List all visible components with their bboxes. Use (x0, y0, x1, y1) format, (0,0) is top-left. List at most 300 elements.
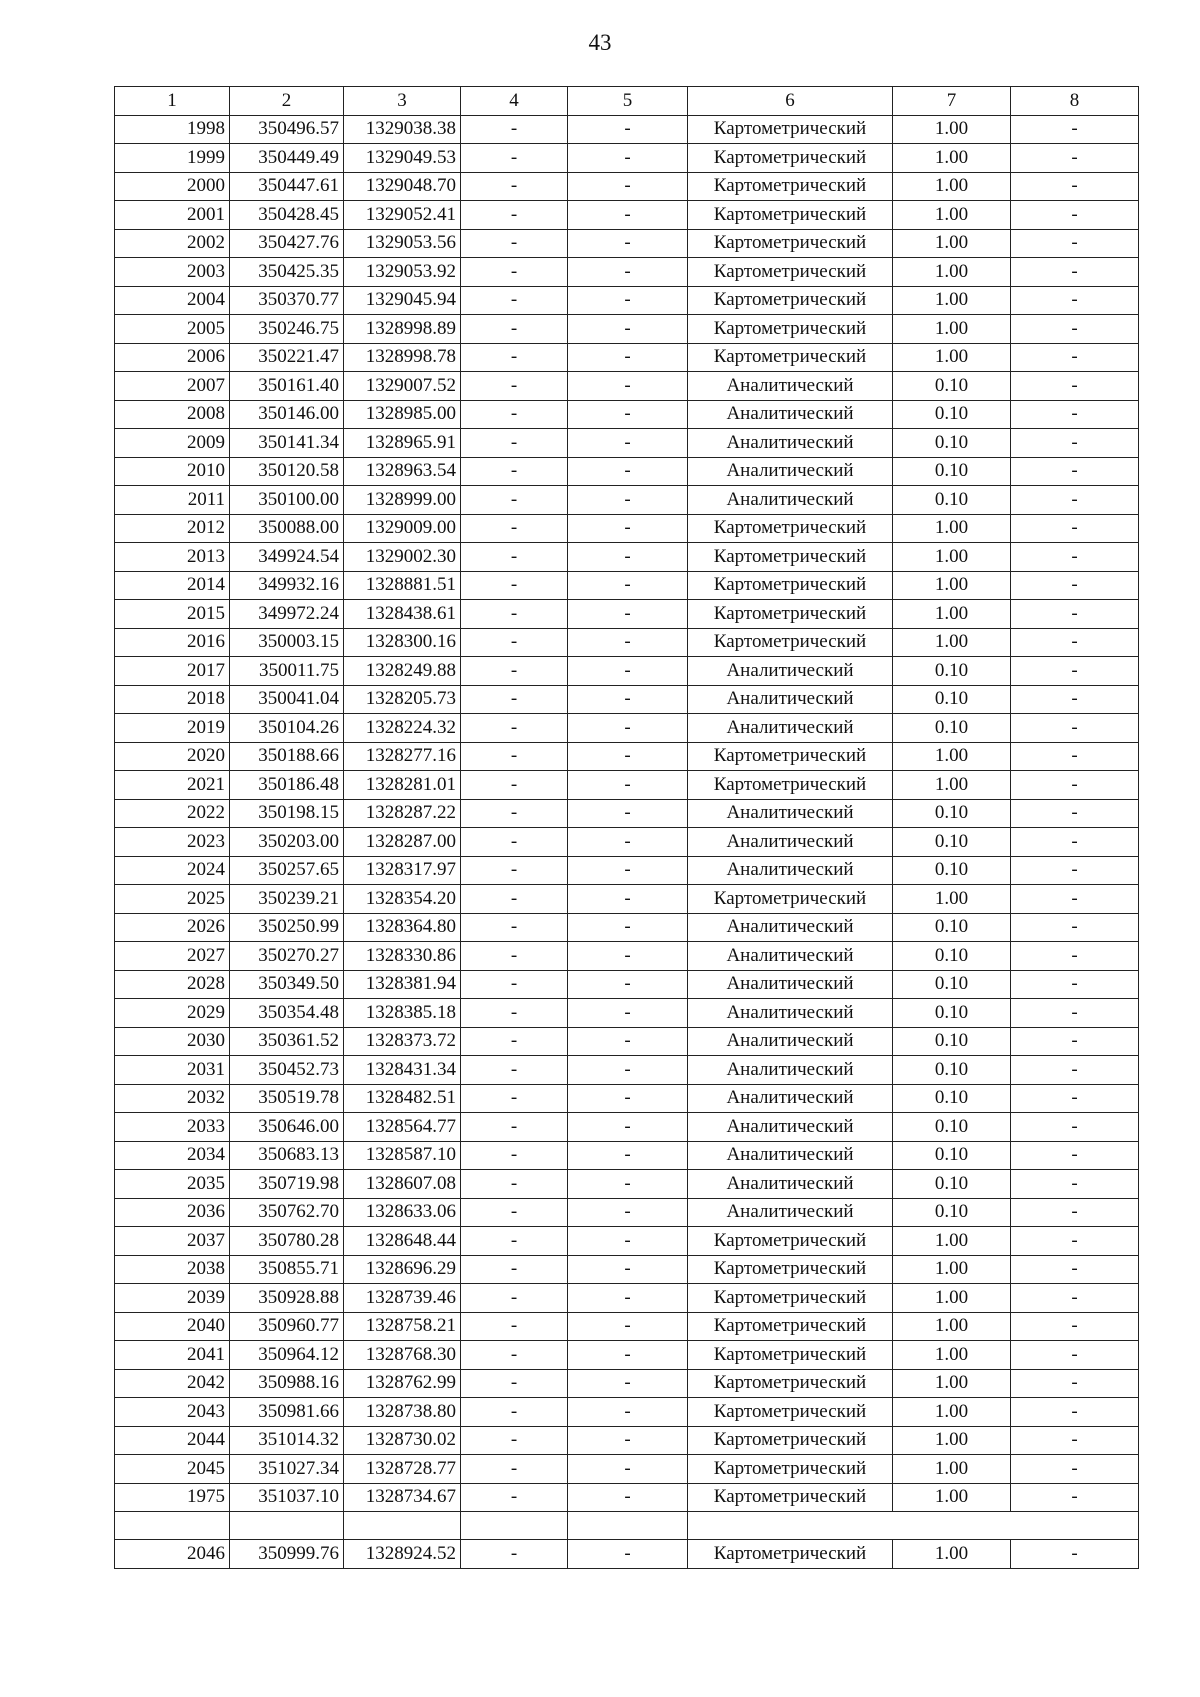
cell-col5: - (568, 144, 688, 173)
cell-x: 350270.27 (230, 942, 344, 971)
cell-method: Аналитический (688, 486, 893, 515)
cell-x: 349972.24 (230, 600, 344, 629)
cell-col5: - (568, 685, 688, 714)
cell-x: 350988.16 (230, 1369, 344, 1398)
cell-y: 1328728.77 (344, 1455, 461, 1484)
cell-col8: - (1011, 343, 1139, 372)
cell-x: 350960.77 (230, 1312, 344, 1341)
cell-col5: - (568, 486, 688, 515)
cell-x: 350361.52 (230, 1027, 344, 1056)
cell-point-number: 2011 (115, 486, 230, 515)
cell-col5: - (568, 970, 688, 999)
table-row (115, 543, 1139, 572)
cell-col5: - (568, 657, 688, 686)
table-row (115, 856, 1139, 885)
cell-y: 1329053.92 (344, 258, 461, 287)
cell-y: 1328738.80 (344, 1398, 461, 1427)
cell-method: Картометрический (688, 115, 893, 144)
cell-col8: - (1011, 1056, 1139, 1085)
cell-col4: - (461, 1141, 568, 1170)
cell-y: 1328249.88 (344, 657, 461, 686)
cell-accuracy: 1.00 (893, 543, 1011, 572)
cell-col8: - (1011, 172, 1139, 201)
cell-accuracy: 0.10 (893, 400, 1011, 429)
blank-cell (688, 1512, 1139, 1540)
cell-method: Аналитический (688, 372, 893, 401)
cell-col8: - (1011, 685, 1139, 714)
cell-point-number: 2014 (115, 571, 230, 600)
cell-col4: - (461, 970, 568, 999)
table-row (115, 1312, 1139, 1341)
cell-col4: - (461, 1398, 568, 1427)
cell-y: 1328985.00 (344, 400, 461, 429)
cell-x: 350186.48 (230, 771, 344, 800)
cell-col4: - (461, 457, 568, 486)
cell-col8: - (1011, 1227, 1139, 1256)
cell-col5: - (568, 1084, 688, 1113)
cell-x: 350088.00 (230, 514, 344, 543)
cell-col8: - (1011, 799, 1139, 828)
cell-col4: - (461, 1227, 568, 1256)
cell-method: Аналитический (688, 913, 893, 942)
cell-y: 1328224.32 (344, 714, 461, 743)
cell-point-number: 2044 (115, 1426, 230, 1455)
cell-x: 350203.00 (230, 828, 344, 857)
cell-col4: - (461, 372, 568, 401)
cell-point-number: 2042 (115, 1369, 230, 1398)
cell-accuracy: 1.00 (893, 885, 1011, 914)
cell-accuracy: 0.10 (893, 685, 1011, 714)
cell-method: Аналитический (688, 714, 893, 743)
cell-col8: - (1011, 229, 1139, 258)
cell-col4: - (461, 1540, 568, 1569)
cell-col5: - (568, 1540, 688, 1569)
cell-y: 1328758.21 (344, 1312, 461, 1341)
cell-accuracy: 1.00 (893, 144, 1011, 173)
cell-point-number: 2027 (115, 942, 230, 971)
cell-col8: - (1011, 970, 1139, 999)
cell-x: 350104.26 (230, 714, 344, 743)
cell-accuracy: 1.00 (893, 1255, 1011, 1284)
cell-accuracy: 0.10 (893, 799, 1011, 828)
cell-y: 1328431.34 (344, 1056, 461, 1085)
cell-y: 1328607.08 (344, 1170, 461, 1199)
table-row (115, 1170, 1139, 1199)
cell-x: 350425.35 (230, 258, 344, 287)
cell-point-number: 2025 (115, 885, 230, 914)
cell-y: 1329052.41 (344, 201, 461, 230)
cell-y: 1328438.61 (344, 600, 461, 629)
cell-col4: - (461, 514, 568, 543)
table-row (115, 628, 1139, 657)
cell-col8: - (1011, 999, 1139, 1028)
cell-accuracy: 1.00 (893, 258, 1011, 287)
cell-col4: - (461, 229, 568, 258)
cell-col4: - (461, 429, 568, 458)
column-header: 8 (1011, 87, 1139, 116)
cell-point-number: 2029 (115, 999, 230, 1028)
cell-accuracy: 1.00 (893, 1312, 1011, 1341)
cell-col8: - (1011, 1255, 1139, 1284)
cell-accuracy: 0.10 (893, 1027, 1011, 1056)
cell-col8: - (1011, 1284, 1139, 1313)
cell-x: 350780.28 (230, 1227, 344, 1256)
table-row (115, 799, 1139, 828)
cell-col5: - (568, 628, 688, 657)
cell-point-number: 1975 (115, 1483, 230, 1512)
cell-method: Картометрический (688, 286, 893, 315)
cell-accuracy: 1.00 (893, 1426, 1011, 1455)
cell-point-number: 2033 (115, 1113, 230, 1142)
cell-x: 350239.21 (230, 885, 344, 914)
cell-point-number: 2002 (115, 229, 230, 258)
table-row (115, 828, 1139, 857)
cell-method: Картометрический (688, 543, 893, 572)
cell-col5: - (568, 742, 688, 771)
cell-col8: - (1011, 286, 1139, 315)
table-row (115, 286, 1139, 315)
cell-col8: - (1011, 1483, 1139, 1512)
table-row (115, 771, 1139, 800)
cell-accuracy: 1.00 (893, 172, 1011, 201)
cell-point-number: 1999 (115, 144, 230, 173)
cell-point-number: 2017 (115, 657, 230, 686)
cell-accuracy: 0.10 (893, 714, 1011, 743)
table-row (115, 1084, 1139, 1113)
cell-y: 1328965.91 (344, 429, 461, 458)
cell-x: 350146.00 (230, 400, 344, 429)
cell-point-number: 2018 (115, 685, 230, 714)
cell-method: Аналитический (688, 942, 893, 971)
cell-x: 350928.88 (230, 1284, 344, 1313)
cell-method: Картометрический (688, 201, 893, 230)
cell-col5: - (568, 1398, 688, 1427)
cell-col5: - (568, 286, 688, 315)
cell-col4: - (461, 1341, 568, 1370)
cell-x: 351037.10 (230, 1483, 344, 1512)
table-row (115, 486, 1139, 515)
column-header: 5 (568, 87, 688, 116)
cell-y: 1328768.30 (344, 1341, 461, 1370)
cell-method: Картометрический (688, 1540, 893, 1569)
cell-point-number: 2013 (115, 543, 230, 572)
cell-x: 350011.75 (230, 657, 344, 686)
cell-y: 1328696.29 (344, 1255, 461, 1284)
cell-col4: - (461, 913, 568, 942)
cell-method: Картометрический (688, 885, 893, 914)
cell-accuracy: 1.00 (893, 1341, 1011, 1370)
cell-col5: - (568, 913, 688, 942)
cell-col8: - (1011, 1084, 1139, 1113)
cell-y: 1329038.38 (344, 115, 461, 144)
cell-accuracy: 1.00 (893, 742, 1011, 771)
cell-col5: - (568, 828, 688, 857)
cell-col8: - (1011, 1170, 1139, 1199)
cell-y: 1328587.10 (344, 1141, 461, 1170)
cell-accuracy: 1.00 (893, 514, 1011, 543)
cell-method: Аналитический (688, 457, 893, 486)
table-row (115, 1455, 1139, 1484)
cell-point-number: 2030 (115, 1027, 230, 1056)
cell-col4: - (461, 685, 568, 714)
cell-x: 350257.65 (230, 856, 344, 885)
cell-col4: - (461, 1027, 568, 1056)
table-row (115, 1426, 1139, 1455)
cell-point-number: 2019 (115, 714, 230, 743)
blank-row (115, 1512, 1139, 1540)
cell-col4: - (461, 1113, 568, 1142)
cell-col4: - (461, 1369, 568, 1398)
cell-point-number: 2028 (115, 970, 230, 999)
cell-col5: - (568, 999, 688, 1028)
cell-accuracy: 0.10 (893, 1170, 1011, 1199)
cell-method: Аналитический (688, 400, 893, 429)
cell-point-number: 2034 (115, 1141, 230, 1170)
cell-method: Картометрический (688, 172, 893, 201)
cell-point-number: 2009 (115, 429, 230, 458)
cell-method: Аналитический (688, 1141, 893, 1170)
cell-col5: - (568, 1198, 688, 1227)
blank-cell (115, 1512, 230, 1540)
cell-x: 350683.13 (230, 1141, 344, 1170)
cell-col4: - (461, 799, 568, 828)
cell-col4: - (461, 828, 568, 857)
cell-y: 1329002.30 (344, 543, 461, 572)
cell-col4: - (461, 315, 568, 344)
cell-col4: - (461, 1284, 568, 1313)
cell-y: 1329007.52 (344, 372, 461, 401)
column-header: 3 (344, 87, 461, 116)
cell-col5: - (568, 400, 688, 429)
cell-col5: - (568, 714, 688, 743)
cell-y: 1328730.02 (344, 1426, 461, 1455)
cell-x: 350100.00 (230, 486, 344, 515)
cell-point-number: 2001 (115, 201, 230, 230)
cell-accuracy: 0.10 (893, 486, 1011, 515)
cell-y: 1328999.00 (344, 486, 461, 515)
cell-y: 1328881.51 (344, 571, 461, 600)
table-row (115, 742, 1139, 771)
table-row (115, 1141, 1139, 1170)
cell-col8: - (1011, 115, 1139, 144)
cell-x: 351014.32 (230, 1426, 344, 1455)
column-header: 1 (115, 87, 230, 116)
cell-y: 1328205.73 (344, 685, 461, 714)
cell-accuracy: 0.10 (893, 657, 1011, 686)
cell-method: Картометрический (688, 229, 893, 258)
cell-accuracy: 1.00 (893, 315, 1011, 344)
table-row (115, 315, 1139, 344)
page-number: 43 (588, 30, 612, 55)
cell-x: 350452.73 (230, 1056, 344, 1085)
cell-accuracy: 0.10 (893, 1113, 1011, 1142)
cell-y: 1329048.70 (344, 172, 461, 201)
table-row (115, 1255, 1139, 1284)
cell-x: 350221.47 (230, 343, 344, 372)
cell-accuracy: 0.10 (893, 1056, 1011, 1085)
cell-col8: - (1011, 942, 1139, 971)
cell-col5: - (568, 1455, 688, 1484)
cell-col8: - (1011, 429, 1139, 458)
cell-point-number: 2020 (115, 742, 230, 771)
cell-y: 1328354.20 (344, 885, 461, 914)
cell-point-number: 2035 (115, 1170, 230, 1199)
cell-y: 1328287.00 (344, 828, 461, 857)
cell-x: 349932.16 (230, 571, 344, 600)
cell-col5: - (568, 1369, 688, 1398)
cell-col8: - (1011, 514, 1139, 543)
cell-point-number: 2040 (115, 1312, 230, 1341)
cell-col5: - (568, 1426, 688, 1455)
cell-col8: - (1011, 657, 1139, 686)
cell-col8: - (1011, 828, 1139, 857)
cell-col4: - (461, 1455, 568, 1484)
cell-method: Картометрический (688, 1312, 893, 1341)
cell-method: Картометрический (688, 1227, 893, 1256)
cell-col8: - (1011, 571, 1139, 600)
cell-point-number: 2039 (115, 1284, 230, 1313)
cell-col5: - (568, 343, 688, 372)
cell-col4: - (461, 1483, 568, 1512)
cell-x: 350354.48 (230, 999, 344, 1028)
cell-point-number: 2021 (115, 771, 230, 800)
cell-method: Аналитический (688, 970, 893, 999)
cell-y: 1328998.78 (344, 343, 461, 372)
cell-col5: - (568, 799, 688, 828)
cell-accuracy: 0.10 (893, 999, 1011, 1028)
cell-col8: - (1011, 457, 1139, 486)
column-header: 2 (230, 87, 344, 116)
cell-col5: - (568, 201, 688, 230)
cell-col8: - (1011, 486, 1139, 515)
cell-point-number: 2031 (115, 1056, 230, 1085)
cell-col5: - (568, 1141, 688, 1170)
cell-col4: - (461, 942, 568, 971)
cell-point-number: 2004 (115, 286, 230, 315)
cell-col8: - (1011, 1369, 1139, 1398)
cell-accuracy: 1.00 (893, 1540, 1011, 1569)
cell-y: 1329009.00 (344, 514, 461, 543)
cell-method: Аналитический (688, 999, 893, 1028)
cell-method: Картометрический (688, 1483, 893, 1512)
cell-col5: - (568, 1312, 688, 1341)
cell-col5: - (568, 1255, 688, 1284)
cell-x: 350855.71 (230, 1255, 344, 1284)
cell-col5: - (568, 229, 688, 258)
table-row (115, 942, 1139, 971)
table-row (115, 999, 1139, 1028)
cell-col4: - (461, 286, 568, 315)
table-row (115, 429, 1139, 458)
cell-accuracy: 0.10 (893, 828, 1011, 857)
cell-col5: - (568, 315, 688, 344)
cell-point-number: 2041 (115, 1341, 230, 1370)
table-row (115, 1341, 1139, 1370)
cell-method: Аналитический (688, 1027, 893, 1056)
cell-point-number: 2010 (115, 457, 230, 486)
blank-cell (230, 1512, 344, 1540)
cell-accuracy: 0.10 (893, 1084, 1011, 1113)
cell-col8: - (1011, 258, 1139, 287)
cell-x: 350246.75 (230, 315, 344, 344)
cell-point-number: 1998 (115, 115, 230, 144)
cell-accuracy: 1.00 (893, 1284, 1011, 1313)
cell-col8: - (1011, 913, 1139, 942)
blank-cell (344, 1512, 461, 1540)
cell-col8: - (1011, 400, 1139, 429)
table-row (115, 144, 1139, 173)
cell-col5: - (568, 1341, 688, 1370)
cell-accuracy: 1.00 (893, 1455, 1011, 1484)
cell-accuracy: 0.10 (893, 429, 1011, 458)
cell-point-number: 2022 (115, 799, 230, 828)
table-row (115, 714, 1139, 743)
cell-point-number: 2007 (115, 372, 230, 401)
table-row (115, 229, 1139, 258)
header-row (115, 87, 1139, 116)
cell-col4: - (461, 1426, 568, 1455)
table-row (115, 657, 1139, 686)
table-row (115, 1369, 1139, 1398)
cell-accuracy: 0.10 (893, 913, 1011, 942)
cell-x: 350981.66 (230, 1398, 344, 1427)
cell-method: Аналитический (688, 1084, 893, 1113)
cell-y: 1328633.06 (344, 1198, 461, 1227)
table-body (115, 115, 1139, 1512)
cell-col4: - (461, 1255, 568, 1284)
cell-point-number: 2037 (115, 1227, 230, 1256)
cell-col4: - (461, 571, 568, 600)
cell-col4: - (461, 628, 568, 657)
cell-col5: - (568, 172, 688, 201)
table-row (115, 1056, 1139, 1085)
cell-col8: - (1011, 856, 1139, 885)
table-row (115, 1398, 1139, 1427)
table-row (115, 514, 1139, 543)
cell-col8: - (1011, 628, 1139, 657)
cell-x: 350449.49 (230, 144, 344, 173)
cell-accuracy: 1.00 (893, 771, 1011, 800)
table-row (115, 1113, 1139, 1142)
cell-col5: - (568, 1227, 688, 1256)
cell-accuracy: 1.00 (893, 1398, 1011, 1427)
cell-y: 1328564.77 (344, 1113, 461, 1142)
cell-col5: - (568, 600, 688, 629)
cell-y: 1328364.80 (344, 913, 461, 942)
cell-method: Картометрический (688, 742, 893, 771)
cell-accuracy: 1.00 (893, 628, 1011, 657)
cell-accuracy: 0.10 (893, 372, 1011, 401)
cell-y: 1328924.52 (344, 1540, 461, 1569)
cell-col4: - (461, 201, 568, 230)
cell-col4: - (461, 400, 568, 429)
cell-x: 350161.40 (230, 372, 344, 401)
cell-point-number: 2032 (115, 1084, 230, 1113)
cell-point-number: 2024 (115, 856, 230, 885)
cell-col5: - (568, 1483, 688, 1512)
cell-accuracy: 0.10 (893, 970, 1011, 999)
cell-x: 350003.15 (230, 628, 344, 657)
cell-method: Аналитический (688, 685, 893, 714)
cell-col8: - (1011, 771, 1139, 800)
cell-point-number: 2036 (115, 1198, 230, 1227)
table-row (115, 970, 1139, 999)
cell-col8: - (1011, 1027, 1139, 1056)
cell-method: Аналитический (688, 799, 893, 828)
cell-x: 349924.54 (230, 543, 344, 572)
cell-col4: - (461, 144, 568, 173)
cell-y: 1328648.44 (344, 1227, 461, 1256)
